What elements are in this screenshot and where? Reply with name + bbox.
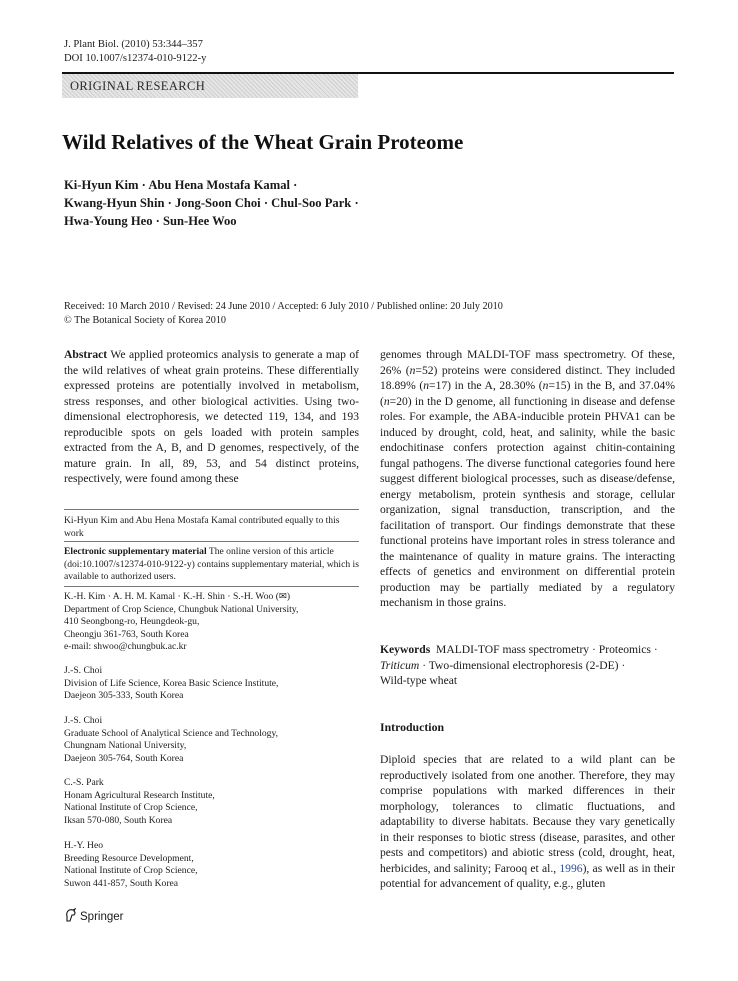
abstract-continuation xyxy=(380,347,675,611)
publisher-logo xyxy=(64,908,123,925)
abstract-right xyxy=(380,347,675,611)
keywords-block xyxy=(380,642,680,689)
affiliation-line: Breeding Resource Development, xyxy=(64,852,194,864)
received-dates: Received: 10 March 2010 / Revised: 24 June 2010 / Accepted: 6 July 2010 / Published online: 20 July 2010 xyxy=(64,301,503,312)
section-label: ORIGINAL RESEARCH xyxy=(70,79,206,93)
abstract-text-left: We applied proteomics analysis to generate a map of the wild relatives of wheat grain proteins. These differentially expressed proteins are potentially involved in metabolism, stress responses, and other biological activities. Using two-dimensional electrophoresis, we detected 119, 134, and 193 reproducible spots on gels loaded with protein samples extracted from the A, B, and D genomes, respectively, of the mature grain. In all, 89, 53, and 54 distinct proteins, respectively, were found among these xyxy=(64,348,359,485)
keywords-label: Keywords xyxy=(380,643,431,656)
springer-horse-icon xyxy=(64,908,77,925)
publisher-name: Springer xyxy=(80,910,124,923)
esm-label: Electronic supplementary material xyxy=(64,546,207,557)
esm-text: The online version of this article (doi:10.1007/s12374-010-9122-y) contains supplementary material, which is available to authorized users. xyxy=(64,546,359,582)
introduction-text: Diploid species that are related to a wild plant can be reproductively isolated from one another. Therefore, they may comprise populations with marked differences in their morphology, tolerances to climatic fluctuations, and adaptability to diverse habitats. Because they vary genetically in their responses to biotic stress (disease, parasites, and other pests and competitors) and abiotic stress (cold, drought, heat, herbicides, and salinity; Farooq et al., xyxy=(380,753,675,875)
esm-note xyxy=(64,546,359,584)
affiliation-authors: H.-Y. Heo xyxy=(64,840,103,851)
abstract-text: =17) in the A, 28.30% ( xyxy=(429,379,543,392)
introduction-heading: Introduction xyxy=(380,720,445,734)
abstract-label: Abstract xyxy=(64,348,108,361)
affiliation-authors: J.-S. Choi xyxy=(64,665,103,676)
abstract-text: =20) in the D genome, all functioning in disease and defense roles. For example, the ABA-inducible protein PHVA1 can be induced by drought, cold, heat, and salinity, while the basic endochitinase confers protection against chitin-containing fungal pathogens. The diverse functional categories found here suggest different biological processes, such as disease/defense, energy metabolism, protein synthesis and storage, cellular organization, signal transduction, transcription, and the facilitation of transport. Our findings demonstrate that these functional proteins have important roles in stress tolerance and the maintenance of quality in mature grains. The interacting effects of genetics and environment on differential protein production may be partially mediated by a regulatory mechanism in those grains. xyxy=(380,394,675,609)
affiliation-block xyxy=(64,665,359,703)
sample-size-n: n xyxy=(542,379,549,392)
sample-size-n: n xyxy=(423,379,430,392)
introduction-paragraph xyxy=(380,752,675,892)
abstract-text: =52) proteins were considered distinct. They included 18.89% ( xyxy=(380,363,676,392)
equal-contribution-text: Ki-Hyun Kim and Abu Hena Mostafa Kamal contributed equally to this work xyxy=(64,515,340,539)
citation-link[interactable]: 1996 xyxy=(559,861,583,875)
footnote-rule xyxy=(64,541,359,542)
email-link[interactable]: e-mail: shwoo@chungbuk.ac.kr xyxy=(64,641,187,652)
keywords-line: Wild-type wheat xyxy=(380,674,458,687)
affiliation-block xyxy=(64,715,359,765)
keywords-text: · Two-dimensional electrophoresis (2-DE) · xyxy=(419,658,626,672)
sample-size-n: n xyxy=(383,394,390,408)
publication-dates xyxy=(64,300,503,328)
affiliation-block xyxy=(64,591,359,654)
affiliation-block xyxy=(64,777,359,827)
keyword-italic: Triticum xyxy=(380,658,420,672)
affiliation-line: National Institute of Crop Science, xyxy=(64,865,198,876)
abstract-text: =15) in the B, and 37.04% ( xyxy=(380,379,675,408)
affiliation-block xyxy=(64,840,359,890)
affiliation-line: Iksan 570-080, South Korea xyxy=(64,814,173,826)
affiliation-line: Daejeon 305-764, South Korea xyxy=(64,752,184,764)
affiliation-line: National Institute of Crop Science, xyxy=(64,802,198,813)
affiliation-authors: J.-S. Choi xyxy=(64,715,103,726)
footnote-rule xyxy=(64,509,359,510)
affiliation-line: Cheongju 361-763, South Korea xyxy=(64,628,189,640)
journal-citation xyxy=(64,38,206,66)
introduction-text: ), as well as in their potential for advancement of quality, e.g., gluten xyxy=(380,861,675,890)
abstract-text: genomes through MALDI-TOF mass spectrometry. Of these, 26% ( xyxy=(380,348,675,377)
affiliation-authors: K.-H. Kim · A. H. M. Kamal · K.-H. Shin · S.-H. Woo (✉) xyxy=(64,591,291,602)
affiliation-line: Department of Crop Science, Chungbuk National University, xyxy=(64,603,299,615)
author-line: Kwang-Hyun Shin · Jong-Soon Choi · Chul-Soo Park · xyxy=(64,196,359,210)
affiliation-line: Suwon 441-857, South Korea xyxy=(64,877,179,889)
abstract-paragraph xyxy=(64,347,359,487)
affiliation-authors: C.-S. Park xyxy=(64,777,104,788)
journal-line: J. Plant Biol. (2010) 53:344–357 xyxy=(64,39,203,50)
footnote-rule xyxy=(64,586,359,587)
affiliation-line: Graduate School of Analytical Science and Technology, xyxy=(64,727,279,739)
affiliation-line: 410 Seongbong-ro, Heungdeok-gu, xyxy=(64,616,200,627)
author-list xyxy=(64,176,359,230)
affiliation-line: Division of Life Science, Korea Basic Science Institute, xyxy=(64,677,279,689)
copyright-line: © The Botanical Society of Korea 2010 xyxy=(64,315,227,326)
affiliation-line: Chungnam National University, xyxy=(64,740,187,751)
abstract-left xyxy=(64,347,359,487)
sample-size-n: n xyxy=(409,363,416,377)
equal-contribution-note xyxy=(64,515,359,540)
author-line: Ki-Hyun Kim · Abu Hena Mostafa Kamal · xyxy=(64,178,298,192)
keywords-line xyxy=(380,642,680,658)
keywords-line xyxy=(380,658,680,674)
affiliation-line: Honam Agricultural Research Institute, xyxy=(64,789,215,801)
affiliation-line: Daejeon 305-333, South Korea xyxy=(64,690,184,701)
author-line: Hwa-Young Heo · Sun-Hee Woo xyxy=(64,214,237,228)
keywords-text: MALDI-TOF mass spectrometry · Proteomics · xyxy=(436,643,658,656)
introduction-body xyxy=(380,752,675,892)
article-title: Wild Relatives of the Wheat Grain Proteome xyxy=(62,130,464,154)
doi-line: DOI 10.1007/s12374-010-9122-y xyxy=(64,53,207,64)
